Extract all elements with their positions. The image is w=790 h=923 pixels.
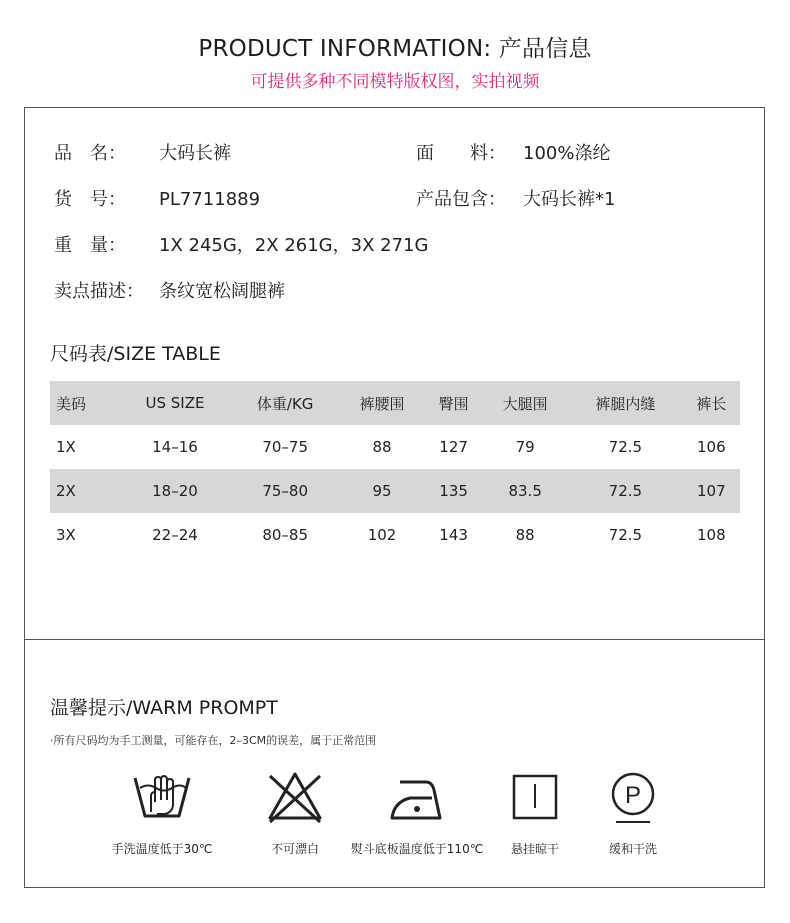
contents-label: 产品包含：: [416, 189, 506, 210]
header-cell: US SIZE: [119, 381, 232, 425]
table-cell: 2X: [50, 469, 119, 513]
table-cell: 3X: [56, 526, 76, 544]
table-cell: 106: [697, 438, 726, 456]
fabric-label: 面 料：: [416, 143, 506, 164]
warm-prompt-title: 温馨提示/WARM PROMPT: [50, 697, 278, 719]
name-label: 品 名：: [54, 143, 126, 164]
header-cell: 美码: [50, 381, 119, 425]
table-cell: 107: [683, 469, 740, 513]
header-cell: 裤腰围: [339, 381, 425, 425]
iron-label: 熨斗底板温度低于110℃: [350, 842, 484, 856]
no-bleach-label: 不可漂白: [270, 842, 319, 856]
section-divider: [25, 639, 764, 640]
table-cell: 70–75: [262, 438, 308, 456]
care-item-dry-clean: [563, 768, 703, 857]
sku-value: PL7711889: [159, 189, 261, 210]
table-cell: 102: [367, 526, 397, 544]
table-cell: 88: [372, 438, 392, 456]
dry-clean-label: 缓和干洗: [608, 842, 657, 856]
size-table-header-row: [50, 381, 740, 425]
table-cell: 72.5: [608, 526, 643, 544]
table-cell: 95: [339, 469, 425, 513]
table-row: [50, 425, 740, 469]
weight-label: 重 量：: [54, 235, 126, 256]
info-row-fabric: [416, 139, 610, 165]
hang-dry-label: 悬挂晾干: [510, 842, 559, 856]
care-item-hand-wash: [92, 768, 232, 857]
table-cell: 75–80: [231, 469, 339, 513]
hand-wash-label: 手洗温度低于30℃: [111, 842, 213, 856]
care-item-no-bleach: [225, 768, 365, 857]
page-subtitle: 可提供多种不同模特版权图，实拍视频: [250, 72, 540, 92]
table-cell: 22–24: [152, 526, 198, 544]
svg-text:P: P: [624, 782, 642, 809]
dry-clean-icon: [563, 768, 703, 826]
table-cell: 127: [439, 438, 468, 456]
sku-label: 货 号：: [54, 189, 126, 210]
table-row: [50, 513, 740, 557]
header-cell: 裤腿内缝: [568, 381, 683, 425]
name-value: 大码长裤: [159, 143, 231, 164]
selling-value: 条纹宽松阔腿裤: [159, 281, 285, 302]
selling-label: 卖点描述：: [54, 281, 144, 302]
table-cell: 135: [425, 469, 482, 513]
table-cell: 18–20: [119, 469, 232, 513]
table-cell: 108: [697, 526, 726, 544]
table-cell: 80–85: [262, 526, 308, 544]
weight-value: 1X 245G，2X 261G，3X 271G: [159, 235, 429, 256]
header-cell: 裤长: [683, 381, 740, 425]
size-table: [50, 381, 740, 557]
table-cell: 79: [515, 438, 535, 456]
table-cell: 72.5: [608, 438, 643, 456]
table-cell: 1X: [56, 438, 76, 456]
header-cell: 大腿围: [482, 381, 568, 425]
table-cell: 143: [439, 526, 468, 544]
info-row-contents: [416, 185, 615, 211]
table-cell: 14–16: [152, 438, 198, 456]
table-cell: 72.5: [568, 469, 683, 513]
table-cell: 83.5: [482, 469, 568, 513]
measurement-note: ·所有尺码均为手工测量，可能存在，2–3CM的误差，属于正常范围: [50, 734, 377, 747]
page-title: PRODUCT INFORMATION: 产品信息: [198, 36, 592, 62]
info-row-weight: [54, 231, 428, 257]
size-table-title: 尺码表/SIZE TABLE: [50, 343, 221, 365]
table-row: [50, 469, 740, 513]
header-cell: 体重/KG: [231, 381, 339, 425]
info-row-name: [54, 139, 231, 165]
info-row-selling: [54, 277, 285, 303]
table-cell: 88: [515, 526, 535, 544]
fabric-value: 100%涤纶: [523, 143, 611, 164]
info-row-sku: [54, 185, 260, 211]
no-bleach-icon: [225, 768, 365, 826]
hand-wash-icon: [92, 768, 232, 826]
header-cell: 臀围: [425, 381, 482, 425]
contents-value: 大码长裤*1: [523, 189, 616, 210]
info-panel: [24, 107, 765, 888]
